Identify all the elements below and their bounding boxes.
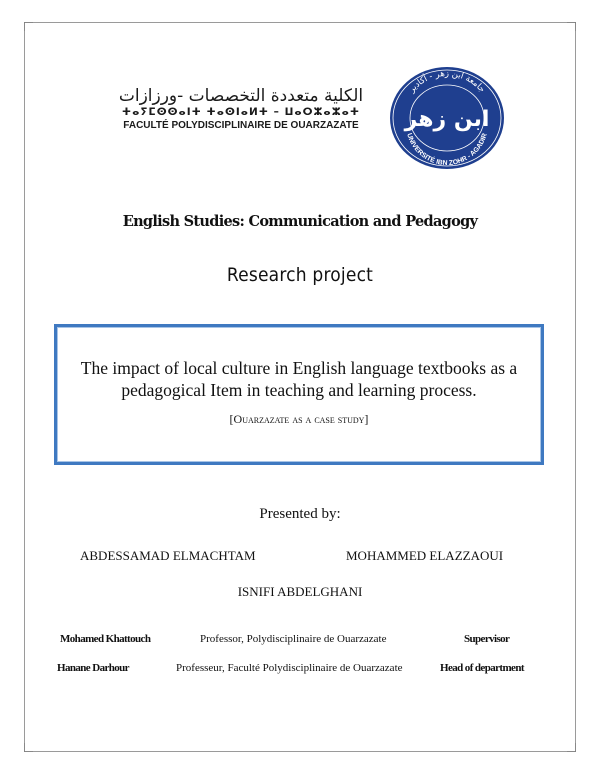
seal-monogram: ابن زهر (404, 107, 490, 132)
seal-arabic-text: جامعة ابن زهر - أكادير (407, 68, 487, 95)
supervisor-name: Mohamed Khattouch (60, 633, 151, 645)
thesis-title-line-2: pedagogical Item in teaching and learning process. (121, 380, 477, 400)
head-of-department-affiliation: Professeur, Faculté Polydisciplinaire de Ouarzazate (176, 662, 403, 674)
author-2: MOHAMMED ELAZZAOUI (346, 548, 504, 563)
thesis-title (60, 357, 538, 401)
top-left-corner-mark (24, 22, 34, 32)
institution-arabic-name: الكلية متعددة التخصصات -ورزازات (118, 86, 364, 106)
institution-french-name: FACULTÉ POLYDISCIPLINAIRE DE OUARZAZATE (123, 120, 359, 131)
supervisor-role: Supervisor (464, 633, 510, 645)
presented-by-label: Presented by: (259, 506, 341, 522)
head-of-department-role: Head of department (440, 662, 524, 674)
top-right-corner-mark (566, 22, 576, 32)
institution-tifinagh-name: ⵜⴰⵢⵎⵙⵙⴰⵏⵜ ⵜⴰⵙⵏⴰⵍⵜ – ⵡⴰⵔⵣⴰⵣⴰⵜ (121, 106, 361, 118)
author-3: ISNIFI ABDELGHANI (237, 584, 363, 599)
institution-header (110, 86, 372, 133)
supervisor-affiliation: Professor, Polydisciplinaire de Ouarzazate (200, 633, 387, 645)
seal-latin-text: UNIVERSITÉ IBN ZOHR - AGADIR (405, 132, 489, 168)
bottom-left-corner-mark (24, 742, 34, 752)
program-title: English Studies: Communication and Pedagogy (122, 213, 478, 230)
author-1: ABDESSAMAD ELMACHTAM (80, 548, 256, 563)
bottom-right-corner-mark (566, 742, 576, 752)
head-of-department-name: Hanane Darhour (57, 662, 129, 674)
university-ibn-zohr-seal-icon (384, 66, 510, 170)
case-study-subtitle: [Ouarzazate as a case study] (229, 412, 369, 426)
document-type: Research project (226, 264, 374, 286)
thesis-title-line-1: The impact of local culture in English language textbooks as a (80, 358, 518, 378)
